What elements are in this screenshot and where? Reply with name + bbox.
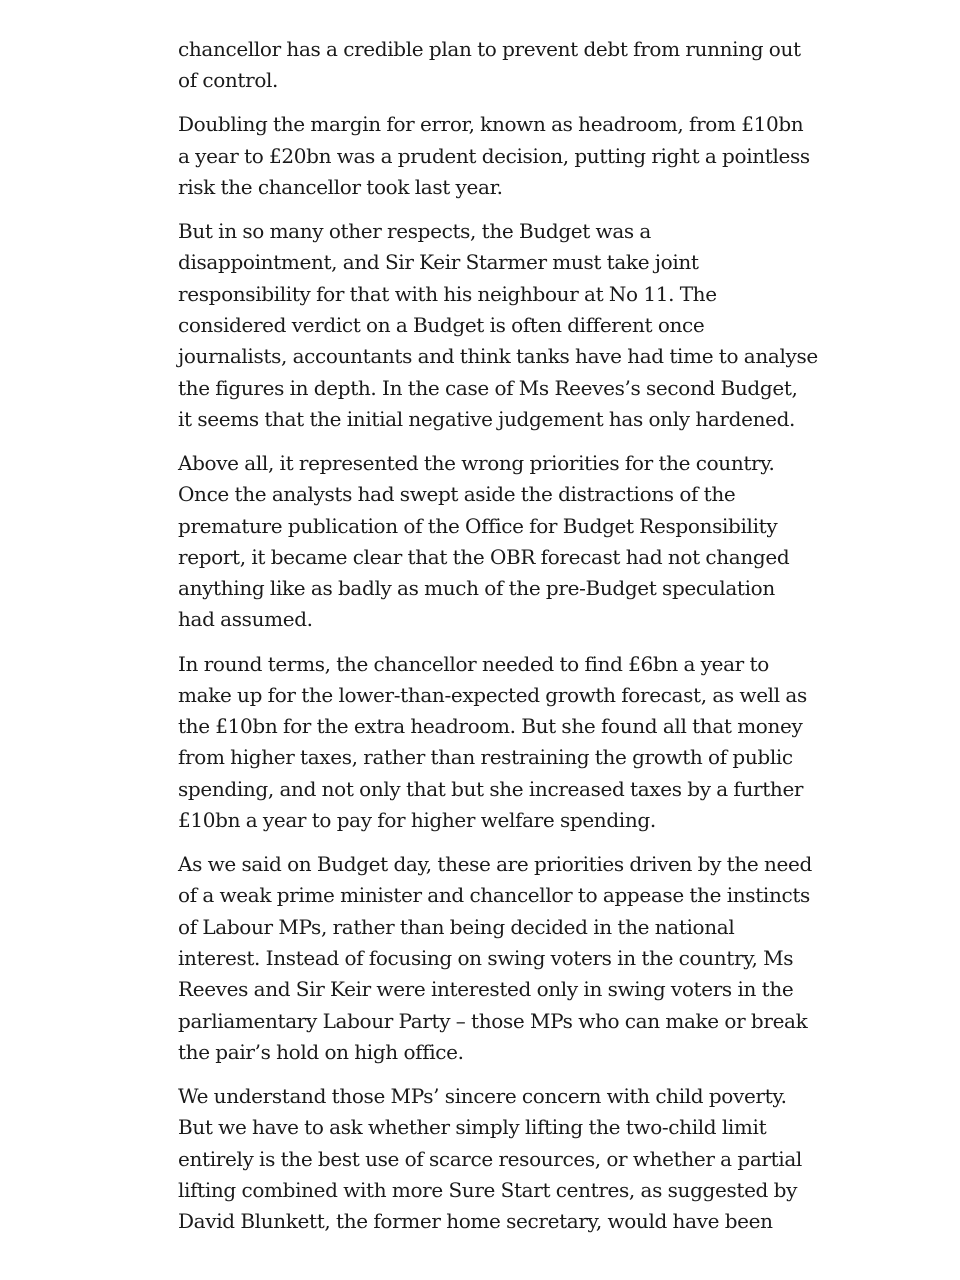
text-line: Reeves and Sir Keir were interested only in swing voters in the bbox=[178, 977, 794, 1002]
text-line: premature publication of the Office for Budget Responsibility bbox=[178, 513, 778, 538]
text-line: journalists, accountants and think tanks have had time to analyse bbox=[178, 344, 818, 369]
paragraph-5 bbox=[178, 649, 807, 837]
text-line: of Labour MPs, rather than being decided in the national bbox=[178, 914, 735, 939]
text-line: risk the chancellor took last year. bbox=[178, 174, 503, 199]
text-line: the pair’s hold on high office. bbox=[178, 1039, 464, 1064]
text-line: As we said on Budget day, these are priorities driven by the need bbox=[178, 852, 812, 877]
text-line: from higher taxes, rather than restraining the growth of public bbox=[178, 745, 793, 770]
text-line: £10bn a year to pay for higher welfare spending. bbox=[178, 808, 656, 833]
text-line: had assumed. bbox=[178, 607, 313, 632]
paragraph-2 bbox=[178, 109, 810, 203]
paragraph-4 bbox=[178, 448, 790, 636]
text-line: David Blunkett, the former home secretary, would have been bbox=[178, 1209, 773, 1234]
text-line: the £10bn for the extra headroom. But she found all that money bbox=[178, 714, 803, 739]
paragraph-3 bbox=[178, 216, 818, 435]
text-line: of control. bbox=[178, 68, 279, 93]
paragraph-6 bbox=[178, 849, 812, 1068]
text-line: Above all, it represented the wrong priorities for the country. bbox=[178, 450, 775, 475]
text-line: of a weak prime minister and chancellor to appease the instincts bbox=[178, 883, 810, 908]
article-body bbox=[178, 34, 818, 1250]
text-line: chancellor has a credible plan to prevent debt from running out bbox=[178, 37, 801, 61]
text-line: responsibility for that with his neighbour at No 11. The bbox=[178, 281, 717, 306]
text-line: report, it became clear that the OBR forecast had not changed bbox=[178, 544, 790, 569]
text-line: In round terms, the chancellor needed to find £6bn a year to bbox=[178, 651, 769, 676]
text-line: Doubling the margin for error, known as headroom, from £10bn bbox=[178, 112, 804, 137]
text-line: the figures in depth. In the case of Ms Reeves’s second Budget, bbox=[178, 375, 798, 400]
text-line: parliamentary Labour Party – those MPs who can make or break bbox=[178, 1008, 808, 1033]
text-line: Once the analysts had swept aside the distractions of the bbox=[178, 482, 736, 507]
text-line: disappointment, and Sir Keir Starmer must take joint bbox=[178, 250, 699, 275]
text-line: make up for the lower-than-expected growth forecast, as well as bbox=[178, 682, 807, 707]
paragraph-7 bbox=[178, 1081, 802, 1237]
text-line: But in so many other respects, the Budget was a bbox=[178, 219, 651, 244]
text-line: it seems that the initial negative judgement has only hardened. bbox=[178, 406, 796, 431]
text-line: lifting combined with more Sure Start centres, as suggested by bbox=[178, 1177, 798, 1202]
text-line: considered verdict on a Budget is often different once bbox=[178, 312, 705, 337]
text-line: interest. Instead of focusing on swing voters in the country, Ms bbox=[178, 946, 794, 970]
paragraph-1 bbox=[178, 34, 801, 97]
text-line: entirely is the best use of scarce resources, or whether a partial bbox=[178, 1146, 802, 1171]
text-line: But we have to ask whether simply lifting the two-child limit bbox=[178, 1115, 767, 1140]
text-line: a year to £20bn was a prudent decision, putting right a pointless bbox=[178, 143, 810, 168]
text-line: spending, and not only that but she increased taxes by a further bbox=[178, 776, 804, 801]
text-line: anything like as badly as much of the pre-Budget speculation bbox=[178, 576, 775, 601]
text-line: We understand those MPs’ sincere concern with child poverty. bbox=[178, 1083, 787, 1108]
